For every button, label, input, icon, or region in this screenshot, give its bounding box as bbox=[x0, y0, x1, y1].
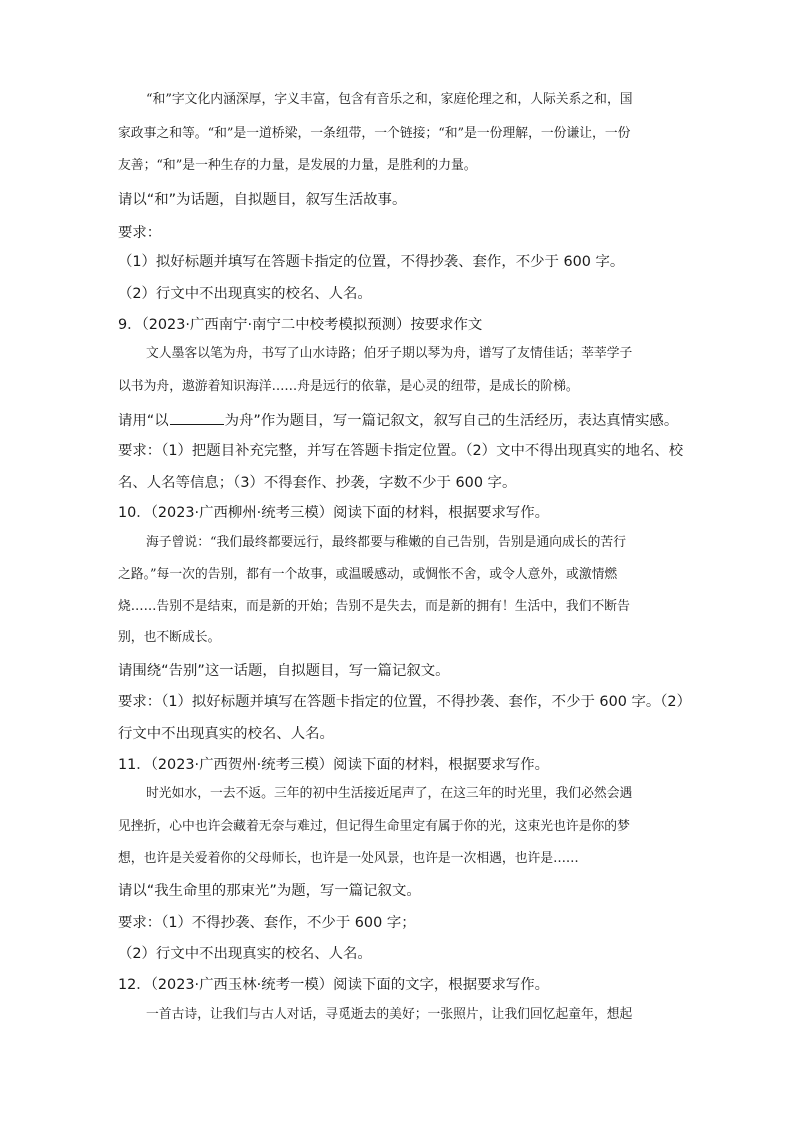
text-line-7: （2）行文中不出现真实的校名、人名。 bbox=[118, 286, 372, 302]
text-line-25: 想，也许是关爱着你的父母师长，也许是一处风景，也许是一次相遇，也许是…… bbox=[118, 851, 579, 866]
text-line-24: 见挫折，心中也许会藏着无奈与难过，但记得生命里定有属于你的光，这束光也许是你的梦 bbox=[118, 819, 630, 834]
text-line-26: 请以“我生命里的那束光”为题，写一篇记叙文。 bbox=[118, 883, 421, 899]
text-line-11: 请用“以 为舟”作为题目，写一篇记叙文，叙写自己的生活经历，表达真情实感。 bbox=[118, 413, 679, 429]
text-line-15: 海子曾说：“我们最终都要远行，最终都要与稚嫩的自己告别，告别是通向成长的苦行 bbox=[146, 535, 627, 550]
text-line-23: 时光如水，一去不返。三年的初中生活接近尾声了，在这三年的时光里，我们必然会遇 bbox=[146, 786, 633, 801]
text-line-4: 请以“和”为话题，自拟题目，叙写生活故事。 bbox=[118, 192, 407, 208]
text-line-6: （1）拟好标题并填写在答题卡指定的位置，不得抄袭、套作，不少于 600 字。 bbox=[118, 254, 625, 270]
text-line-18: 别，也不断成长。 bbox=[118, 630, 221, 645]
text-line-16: 之路。”每一次的告别，都有一个故事，或温暖感动，或惆怅不舍，或令人意外，或激情燃 bbox=[118, 567, 618, 582]
text-line-17: 烧……告别不是结束，而是新的开始；告别不是失去，而是新的拥有！生活中，我们不断告 bbox=[118, 599, 630, 614]
text-line-27: 要求：（1）不得抄袭、套作，不少于 600 字； bbox=[118, 915, 416, 931]
text-line-21: 行文中不出现真实的校名、人名。 bbox=[118, 726, 334, 742]
text-line-13: 名、人名等信息；（3）不得套作、抄袭，字数不少于 600 字。 bbox=[118, 475, 517, 491]
text-line-3: 友善；“和”是一种生存的力量，是发展的力量，是胜利的力量。 bbox=[118, 158, 477, 173]
text-line-12: 要求：（1）把题目补充完整，并写在答题卡指定位置。（2）文中不得出现真实的地名、校 bbox=[118, 443, 684, 459]
text-line-5: 要求： bbox=[118, 225, 162, 241]
text-line-22: 11．（2023·广西贺州·统考三模）阅读下面的材料，根据要求写作。 bbox=[118, 757, 550, 773]
text-line-14: 10．（2023·广西柳州·统考三模）阅读下面的材料，根据要求写作。 bbox=[118, 505, 550, 521]
text-line-8: 9．（2023·广西南宁·南宁二中校考模拟预测）按要求作文 bbox=[118, 317, 483, 333]
fill-in-blank bbox=[170, 412, 224, 425]
text-line-28: （2）行文中不出现真实的校名、人名。 bbox=[118, 946, 372, 962]
text-line-20: 要求：（1）拟好标题并填写在答题卡指定的位置，不得抄袭、套作，不少于 600 字。（2） bbox=[118, 694, 691, 710]
text-line-10: 以书为舟，遨游着知识海洋……舟是远行的依靠，是心灵的纽带，是成长的阶梯。 bbox=[118, 379, 579, 394]
text-line-2: 家政事之和等。“和”是一道桥梁，一条纽带，一个链接；“和”是一份理解，一份谦让，一份 bbox=[118, 126, 631, 141]
text-line-1: “和”字文化内涵深厚，字义丰富，包含有音乐之和，家庭伦理之和，人际关系之和，国 bbox=[146, 92, 633, 107]
text-line-19: 请围绕“告别”这一话题，自拟题目，写一篇记叙文。 bbox=[118, 663, 450, 679]
text-line-9: 文人墨客以笔为舟，书写了山水诗路；伯牙子期以琴为舟，谱写了友情佳话；莘莘学子 bbox=[146, 346, 633, 361]
text-line-29: 12．（2023·广西玉林·统考一模）阅读下面的文字，根据要求写作。 bbox=[118, 977, 550, 993]
text-line-30: 一首古诗，让我们与古人对话，寻觅逝去的美好；一张照片，让我们回忆起童年，想起 bbox=[146, 1007, 633, 1022]
